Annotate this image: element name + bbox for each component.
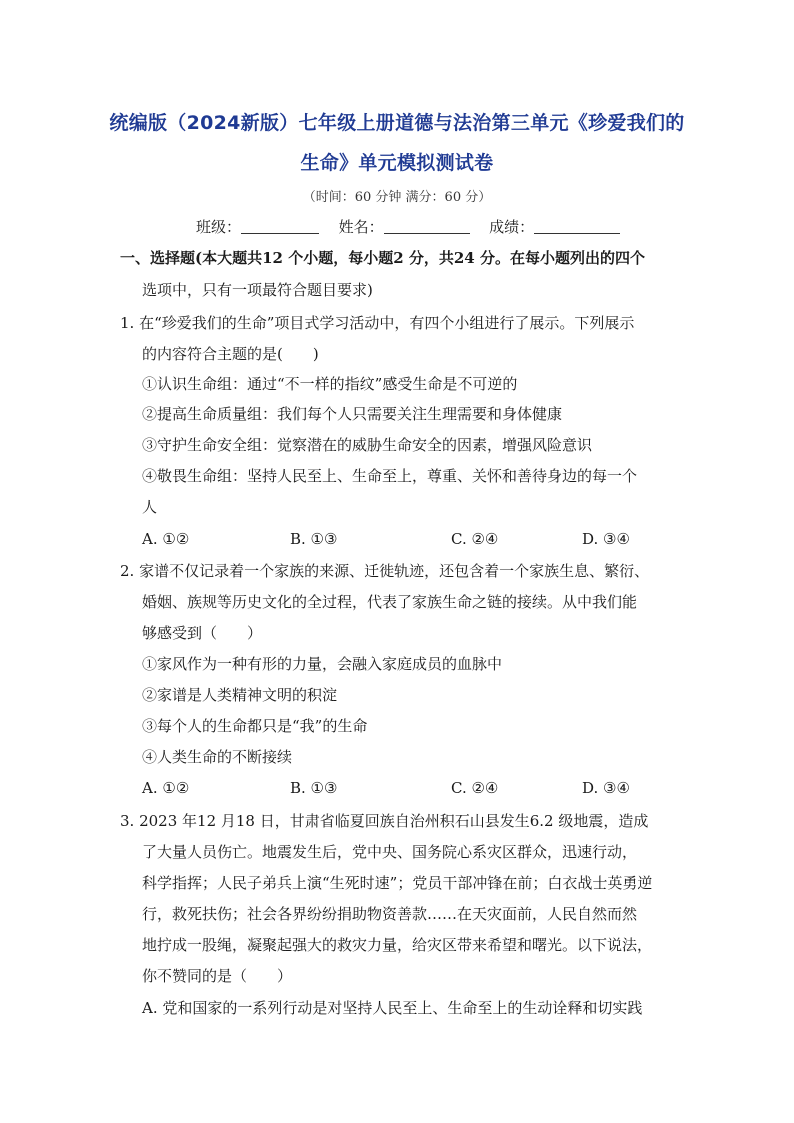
- q1-option-c[interactable]: C. ②④: [451, 530, 499, 548]
- q1-item-2: ②提高生命质量组：我们每个人只需要关注生理需要和身体健康: [142, 405, 563, 423]
- q2-option-b[interactable]: B. ①③: [290, 779, 338, 797]
- q2-item-2: ②家谱是人类精神文明的积淀: [142, 686, 338, 704]
- q1-item-4-cont: 人: [142, 498, 158, 516]
- section-heading-cont: 选项中，只有一项最符合题目要求): [142, 281, 373, 299]
- q2-option-a[interactable]: A. ①②: [142, 779, 190, 797]
- q2-item-3: ③每个人的生命都只是“我”的生命: [142, 717, 368, 735]
- q2-option-c[interactable]: C. ②④: [451, 779, 499, 797]
- q3-stem-line1: 3. 2023 年12 月18 日，甘肃省临夏回族自治州积石山县发生6.2 级地震，造成: [120, 812, 649, 830]
- q1-option-b[interactable]: B. ①③: [290, 530, 338, 548]
- q1-stem-line1: 1. 在“珍爱我们的生命”项目式学习活动中，有四个小组进行了展示。下列展示: [120, 314, 635, 332]
- class-label: 班级：: [196, 218, 242, 236]
- q2-stem-line3: 够感受到（ ）: [142, 624, 263, 642]
- q2-item-1: ①家风作为一种有形的力量，会融入家庭成员的血脉中: [142, 655, 503, 673]
- exam-title-line1: 统编版（2024新版）七年级上册道德与法治第三单元《珍爱我们的: [109, 112, 685, 134]
- q3-stem-line5: 地拧成一股绳，凝聚起强大的救灾力量，给灾区带来希望和曙光。以下说法，: [142, 936, 653, 954]
- q2-stem-line2: 婚姻、族规等历史文化的全过程，代表了家族生命之链的接续。从中我们能: [142, 593, 638, 611]
- q2-stem-line1: 2. 家谱不仅记录着一个家族的来源、迁徙轨迹，还包含着一个家族生息、繁衍、: [120, 562, 650, 580]
- section-heading: 一、选择题(本大题共12 个小题，每小题2 分，共24 分。在每小题列出的四个: [120, 249, 645, 267]
- q3-stem-line6: 你不赞同的是（ ）: [142, 967, 293, 985]
- q1-item-4: ④敬畏生命组：坚持人民至上、生命至上，尊重、关怀和善待身边的每一个: [142, 467, 638, 485]
- exam-title-line2: 生命》单元模拟测试卷: [300, 152, 494, 174]
- q3-option-a[interactable]: A. 党和国家的一系列行动是对坚持人民至上、生命至上的生动诠释和切实践: [142, 999, 643, 1017]
- score-blank[interactable]: [534, 233, 620, 234]
- name-blank[interactable]: [384, 233, 470, 234]
- q2-option-d[interactable]: D. ③④: [582, 779, 630, 797]
- name-label: 姓名：: [338, 218, 384, 236]
- score-label: 成绩：: [489, 218, 535, 236]
- q3-stem-line3: 科学指挥；人民子弟兵上演“生死时速”；党员干部冲锋在前；白衣战士英勇逆: [142, 874, 653, 892]
- q3-stem-line2: 了大量人员伤亡。地震发生后，党中央、国务院心系灾区群众，迅速行动，: [142, 843, 638, 861]
- q2-item-4: ④人类生命的不断接续: [142, 748, 293, 766]
- q1-item-1: ①认识生命组：通过“不一样的指纹”感受生命是不可逆的: [142, 375, 518, 393]
- class-blank[interactable]: [241, 233, 319, 234]
- student-info-row: [196, 216, 620, 237]
- q3-stem-line4: 行，救死扶伤；社会各界纷纷捐助物资善款……在天灾面前，人民自然而然: [142, 905, 638, 923]
- q1-option-d[interactable]: D. ③④: [582, 530, 630, 548]
- q1-option-a[interactable]: A. ①②: [142, 530, 190, 548]
- exam-time-info: （时间：60 分钟 满分：60 分）: [302, 190, 492, 205]
- q1-item-3: ③守护生命安全组：觉察潜在的威胁生命安全的因素，增强风险意识: [142, 436, 593, 454]
- q1-stem-line2: 的内容符合主题的是( ): [142, 345, 319, 363]
